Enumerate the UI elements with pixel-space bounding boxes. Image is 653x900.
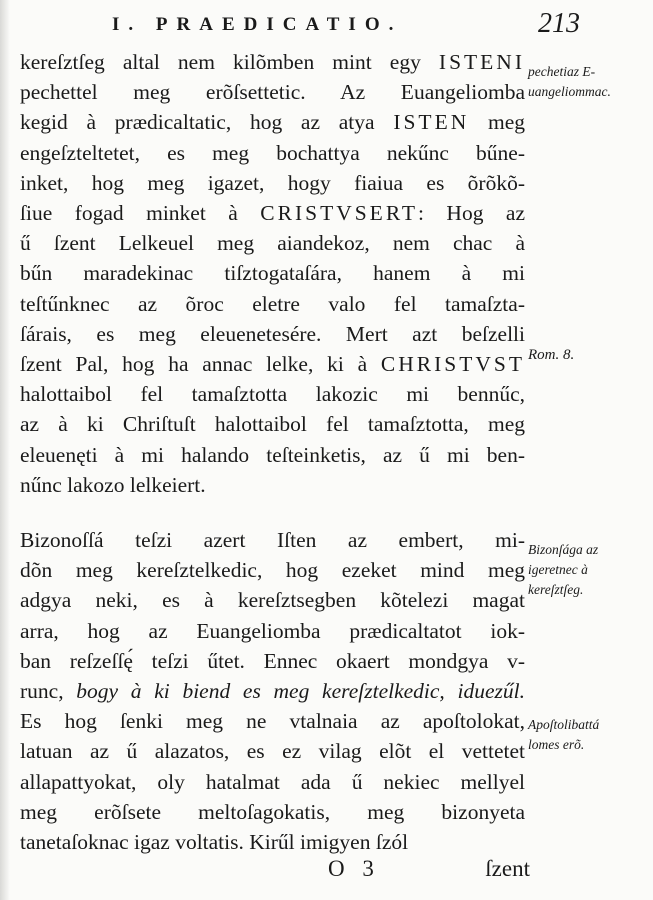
page-number: 213 [538, 8, 580, 39]
margin-note-line: Apoſtolibattá [528, 717, 600, 732]
text-run: eleuenęti à mi halando teſteinketis, az ű mi ben- [20, 442, 525, 467]
text-line [20, 289, 525, 319]
page-header [0, 8, 653, 38]
margin-note-line: uangeliommac. [528, 84, 611, 99]
text-line [20, 440, 525, 470]
text-line [20, 319, 525, 349]
text-run: bűn maradekinac tiſztogataſára, hanem à mi [20, 261, 525, 286]
text-line [20, 616, 525, 646]
margin-note-4 [528, 715, 651, 755]
margin-note-line: lomes erõ. [528, 737, 585, 752]
text-line [20, 409, 525, 439]
text-line [20, 797, 525, 827]
margin-note-line: Rom. 8. [528, 347, 575, 363]
text-run: halottaibol fel tamaſztotta lakozic mi bennűc, [20, 382, 525, 407]
signature-mark: O 3 [328, 856, 380, 881]
margin-note-line: Bizonſága az [528, 542, 599, 557]
text-line [20, 525, 525, 555]
small-caps-word: CHRISTVST [380, 352, 525, 377]
paragraph-1 [20, 47, 525, 500]
text-line [20, 706, 525, 736]
text-run: ſárais, es meg eleuenetesére. Mert azt beſzelli [20, 321, 525, 346]
text-line [20, 646, 525, 676]
text-line [20, 379, 525, 409]
text-run: nűnc lakozo lelkeiert. [20, 472, 206, 497]
text-run: : Hog az [418, 201, 525, 226]
text-run: kereſztſeg altal nem kilõmben mint egy [20, 50, 439, 74]
text-line [20, 77, 525, 107]
text-line [20, 827, 525, 857]
text-run: arra, hog az Euangeliomba prædicaltatot iok- [20, 618, 525, 643]
text-line [20, 258, 525, 288]
text-run: ban reſzeſſę́ teſzi űtet. Ennec okaert mondgya v- [20, 648, 525, 673]
text-run: ſiue fogad minket à [20, 201, 261, 226]
text-line [20, 349, 525, 379]
text-run: meg [469, 110, 525, 135]
text-run: Bizonoſſá teſzi azert Iſten az embert, mi- [20, 528, 525, 552]
gutter-shadow [0, 0, 10, 900]
text-line [20, 138, 525, 168]
text-line [20, 676, 525, 706]
text-run: allapattyokat, oly hatalmat ada ű nekiec mellyel [20, 769, 525, 794]
margin-note-2 [528, 345, 651, 365]
text-line [20, 555, 525, 585]
text-run: tanetaſoknac igaz voltatis. Kirűl imigyen ſzól [20, 830, 409, 855]
margin-note-line: kereſztſeg. [528, 582, 584, 597]
margin-note-1 [528, 62, 651, 102]
page-footer [20, 856, 530, 888]
text-run: runc, [20, 679, 77, 704]
margin-note-line: pechetiaz E- [528, 64, 596, 79]
italic-quotation: bogy à ki biend es meg kereſztelkedic, iduezűl. [76, 679, 525, 704]
text-run: latuan az ű alazatos, es ez vilag elõt el vettetet [20, 739, 525, 764]
text-run: kegid à prædicaltatic, hog az atya [20, 110, 394, 135]
text-line [20, 470, 525, 500]
text-line [20, 107, 525, 137]
text-run: adgya neki, es à kereſztsegben kõtelezi magat [20, 588, 525, 613]
catchword: ſzent [485, 856, 530, 881]
text-line [20, 585, 525, 615]
text-run: ű ſzent Lelkeuel meg aiandekoz, nem chac à [20, 231, 525, 256]
text-run: engeſzteltetet, es meg bochattya nekűnc bűne- [20, 140, 525, 165]
text-line [20, 736, 525, 766]
margin-note-line: igeretnec à [528, 562, 588, 577]
text-run: dõn meg kereſztelkedic, hog ezeket mind meg [20, 558, 525, 583]
text-run: teſtűnknec az õroc eletre valo fel tamaſzta- [20, 291, 525, 316]
small-caps-word: CRISTVSERT [260, 201, 418, 226]
text-run: meg erõſsete meltoſagokatis, meg bizonyeta [20, 799, 525, 824]
text-line [20, 767, 525, 797]
text-run: pechettel meg erõſsettetic. Az Euangeliomba [20, 80, 525, 105]
text-line [20, 168, 525, 198]
text-run: Es hog ſenki meg ne vtalnaia az apoſtolokat, [20, 709, 525, 734]
text-line [20, 228, 525, 258]
paragraph-2 [20, 525, 525, 857]
small-caps-word: ISTENI [438, 50, 525, 74]
margin-note-3 [528, 540, 651, 600]
small-caps-word: ISTEN [393, 110, 470, 135]
text-run: inket, hog meg igazet, hogy fiaiua es õrõkõ- [20, 170, 525, 195]
text-run: az à ki Chriſtuſt halottaibol fel tamaſztotta, meg [20, 412, 525, 437]
text-line [20, 47, 525, 77]
text-line [20, 198, 525, 228]
running-head: I. PRAEDICATIO. [112, 14, 403, 35]
text-run: ſzent Pal, hog ha annac lelke, ki à [20, 352, 381, 377]
